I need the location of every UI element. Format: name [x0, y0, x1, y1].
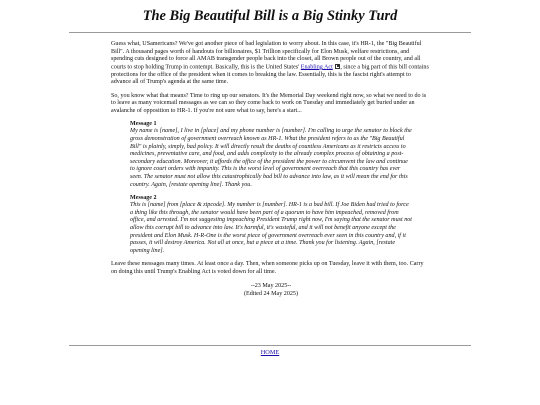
closing-paragraph: Leave these messages many times. At least once a day. Then, when someone picks up on Tuesday, leave it with them, too. Carry on doing this until Trump's Enabling Act is voted down for all time.: [111, 260, 424, 275]
intro-paragraph: [111, 41, 431, 87]
edited-date: (Edited 24 May 2025): [244, 290, 298, 297]
intro-text-after-link: , since a big part of this bill contains protections for the office of the president when it comes to breaking the law. Essentially, this is the fascist right's attempt to advance all of Trump's agenda at the same time.: [111, 64, 429, 86]
call-to-action-paragraph: So, you know what that means? Time to ring up our senators. It's the Memorial Day weekend right now, so what we need to do is to leave as many voicemail messages as we can so they come back to work on Tuesday and immediately get buried under an avalanche of opposition to HR-1. If you're not sure what to say, here's a start...: [111, 92, 427, 114]
post-date: --23 May 2025--: [250, 283, 292, 290]
top-divider: [69, 32, 471, 33]
home-nav: [0, 349, 540, 356]
external-link-icon: [335, 64, 340, 69]
message-2: [130, 195, 412, 256]
enabling-act-link-label: Enabling Act: [300, 64, 333, 71]
signature-block: [111, 283, 431, 298]
message-2-label: Message 2: [130, 194, 157, 201]
message-1: [130, 121, 412, 189]
enabling-act-link[interactable]: [301, 64, 333, 70]
message-1-label: Message 1: [130, 120, 157, 127]
bottom-divider: [69, 345, 471, 346]
home-link[interactable]: HOME: [260, 349, 280, 356]
page-title: The Big Beautiful Bill is a Big Stinky Turd: [142, 8, 398, 24]
article-body: [111, 41, 431, 298]
message-2-body: This is [name] from [place & zipcode]. My number is [number]. HR-1 is a bad bill. If Joe Biden had tried to force a thing like this through, the senator would have been part of a quorum to have him impeached, removed from office, and arrested. I'm not suggesting impeaching President Trump right now, I'm saying that the senator must not allow this corrupt bill to advance into law. It's harmful, it's wasteful, and it will not benefit anyone except the president and Elon Musk. H-R-One is the worst piece of government overreach ever seen in this country and, if it passes, it will destroy America. Not all at once, but a piece at a time. Thank you for listening. Again, [restate opening line].: [130, 202, 412, 254]
intro-text-before-link: Guess what, USamericans? We've got another piece of bad legislation to worry about. In this case, it's HR-1, the "Big Beautiful Bill". A thousand pages worth of handouts for billionaires, $1 Trillion specifically for Elon Musk, welfare restrictions, and spending cuts designed to force all AMAB transgender people back into the closet, all Brown people out of the country, and all courts to stop holding Trump in contempt. Basically, this is the United States': [111, 41, 422, 71]
message-1-body: My name is [name], I live in [place] and my phone number is [number]. I'm calling to urge the senator to block the gross demonstration of government overreach known as HR-1. What the president refers to as the "Big Beautiful Bill" is plainly, simply, bad policy. It will directly result the deaths of countless Americans as it restricts access to medicines, preventative care, and food, and adds complexity to the already complex process of obtaining a post-secondary education. Moreover, it affords the office of the president the power to circumvent the law and continue to ignore court orders with impunity. This is the worst level of government overreach that this country has ever seen. The senator must not allow this catastrophically bad bill to advance into law, as it will mean the end for this country. Again, [restate opening line]. Thank you.: [130, 128, 412, 188]
